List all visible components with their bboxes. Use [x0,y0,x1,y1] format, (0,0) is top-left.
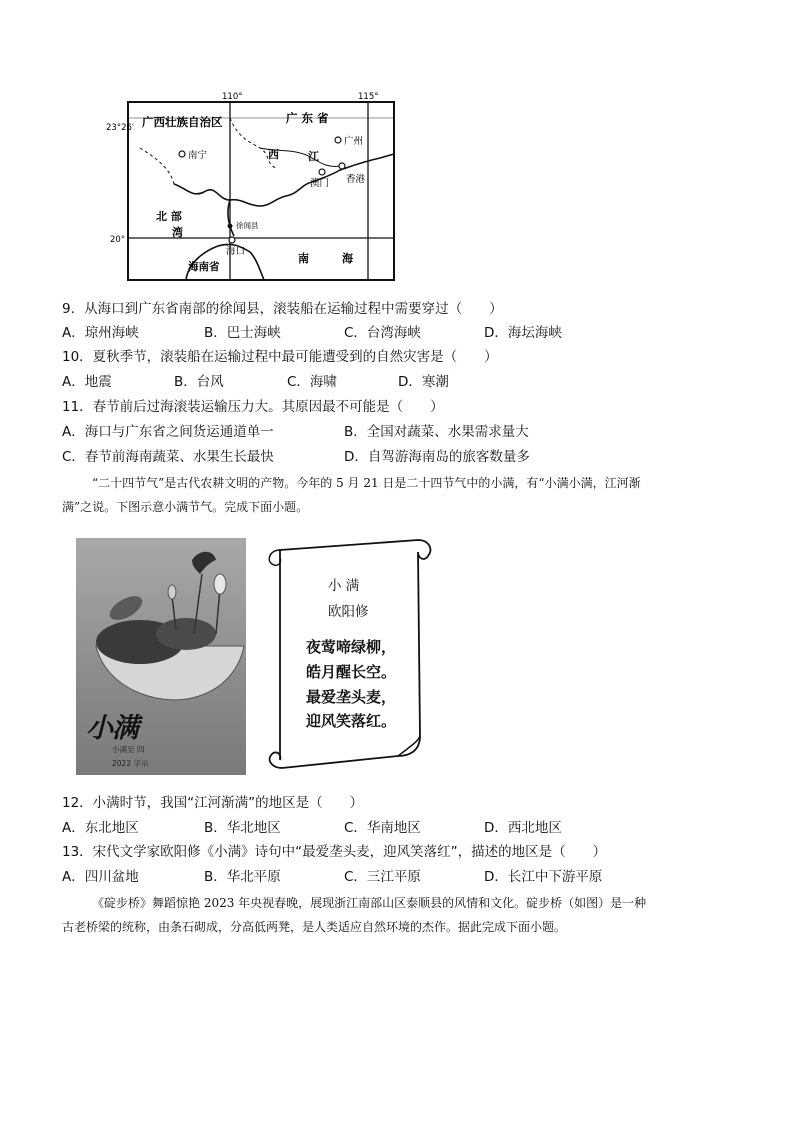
q12-option-d: D．西北地区 [484,820,562,836]
lotus-bud-small [168,585,176,599]
poem-line-1: 夜莺啼绿柳， [306,638,397,656]
nanning-marker [179,151,185,157]
kingfisher-bird [192,552,216,574]
question-12-stem: 12．小满时节，我国“江河渐满”的地区是（ ） [62,795,364,811]
q9-option-c: C．台湾海峡 [344,325,421,341]
lon-label-115: 115° [358,92,379,102]
intro-bridge-line2: 古老桥梁的统称，由条石砌成，分高低两凳，是人类适应自然环境的杰作。据此完成下面小题。 [62,920,567,934]
guangdong-hainan-map [100,88,400,284]
question-11-stem: 11．春节前后过海滚装运输压力大。其原因最不可能是（ ） [62,399,444,415]
q13-option-b: B．华北平原 [204,869,281,885]
lon-label-110: 110° [222,92,243,102]
q11-option-c: C．春节前海南蔬菜、水果生长最快 [62,449,274,465]
poem-line-3: 最爱垄头麦， [306,688,397,706]
q13-option-a: A．四川盆地 [62,869,139,885]
q10-option-d: D．寒潮 [398,374,449,390]
label-beibu-1: 北 部 [156,210,182,223]
q11-option-b: B．全国对蔬菜、水果需求量大 [344,424,529,440]
q12-option-b: B．华北地区 [204,820,281,836]
lat-label-20: 20° [110,235,126,245]
scroll-curl-top [269,550,280,565]
label-haikou: 海口 [226,246,246,257]
label-hainan: 海南省 [188,261,220,273]
lotus-leaf-right [156,618,216,650]
q9-option-a: A．琼州海峡 [62,325,139,341]
question-13-stem: 13．宋代文学家欧阳修《小满》诗句中“最爱垄头麦，迎风笑落红”，描述的地区是（ ） [62,844,607,860]
question-9-stem: 9．从海口到广东省南部的徐闻县，滚装船在运输过程中需要穿过（ ） [62,301,503,317]
haikou-marker [229,237,235,243]
q12-option-a: A．东北地区 [62,820,139,836]
label-guangdong: 广 东 省 [286,111,329,125]
lotus-stem-2 [216,588,220,634]
lat-label-tropic: 23°26′ [106,123,134,133]
xuwen-marker [228,224,233,229]
macau-marker [319,169,325,175]
label-xijiang-1: 西 [268,148,279,161]
q13-option-d: D．长江中下游平原 [484,869,603,885]
label-hongkong: 香港 [346,174,366,185]
q10-option-a: A．地震 [62,374,112,390]
label-xijiang-2: 江 [308,150,319,163]
poem-line-2: 皓月醒长空。 [306,663,397,681]
q10-option-b: B．台风 [174,374,224,390]
label-xuwen: 徐闻县 [236,221,259,230]
intro-solar-terms-line2: 满”之说。下图示意小满节气。完成下面小题。 [62,500,309,514]
poem-title: 小 满 [328,578,360,594]
intro-bridge-line1: 《碇步桥》舞蹈惊艳 2023 年央视春晚，展现浙江南部山区泰顺县的风情和文化。碇步桥（如图）是一种 [92,896,647,910]
poster-subtitle-2: 2022 字示 [112,759,149,768]
label-beibu-2: 湾 [172,226,183,239]
q9-option-b: B．巴士海峡 [204,325,281,341]
poster-subtitle-1: 小满至 四 [112,745,145,754]
q12-option-c: C．华南地区 [344,820,421,836]
xiaoman-poster [76,538,246,775]
q11-option-a: A．海口与广东省之间货运通道单一 [62,424,274,440]
q9-option-d: D．海坛海峡 [484,325,562,341]
label-guangzhou: 广州 [344,136,364,147]
hongkong-marker [339,163,345,169]
label-nanhai-1: 南 [298,252,309,265]
poem-line-4: 迎风笑落红。 [306,712,397,730]
q10-option-c: C．海啸 [287,374,337,390]
label-nanhai-2: 海 [342,252,353,265]
poster-calligraphy-title: 小满 [86,713,138,744]
intro-solar-terms-line1: “二十四节气”是古代农耕文明的产物。今年的 5 月 21 日是二十四节气中的小满，有“小满小满，江河渐 [92,476,641,490]
label-macau: 澳门 [310,178,330,189]
poem-author: 欧阳修 [328,604,369,620]
lotus-bud [214,574,226,594]
question-10-stem: 10．夏秋季节，滚装船在运输过程中最可能遭受到的自然灾害是（ ） [62,349,498,365]
q11-option-d: D．自驾游海南岛的旅客数量多 [344,449,530,465]
label-nanning: 南宁 [188,150,208,161]
lotus-leaf-small [106,591,146,625]
q13-option-c: C．三江平原 [344,869,421,885]
label-guangxi: 广西壮族自治区 [142,115,223,129]
guangzhou-marker [335,137,341,143]
